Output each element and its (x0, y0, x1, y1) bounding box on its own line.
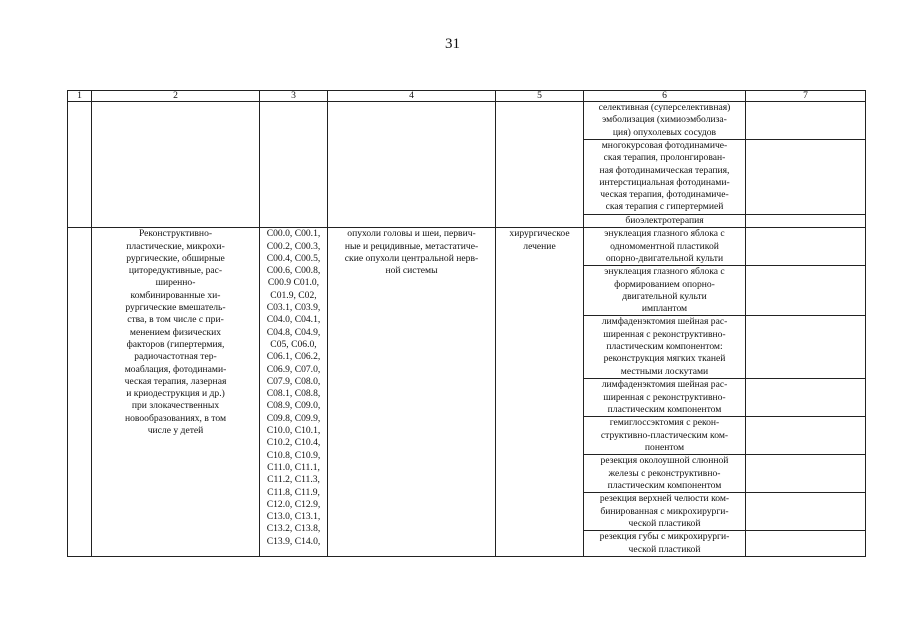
empty-cell (328, 102, 496, 228)
empty-cell (68, 228, 92, 557)
empty-cell (746, 266, 866, 316)
method-cell: резекция губы с микрохирурги- ческой пластикой (584, 531, 746, 557)
method-cell: энуклеация глазного яблока с формированием опорно- двигательной культи имплантом (584, 266, 746, 316)
empty-cell (496, 102, 584, 228)
method-cell: гемиглоссэктомия с рекон- структивно-пластическим ком- понентом (584, 417, 746, 455)
empty-cell (260, 102, 328, 228)
empty-cell (746, 140, 866, 215)
column-header: 7 (746, 91, 866, 102)
intervention-name-cell: Реконструктивно- пластические, микрохи- рургические, обширные циторедуктивные, рас- ширенно- комбинированные хи- рургические вмешатель- ства, в том числе с при- менением физических факторов (гипертермия, радиочастотная тер- моаблация, фотодинами- ческая терапия, лазерная и криодеструкция и др.) при злокачественных новообразованиях, в том числе у детей (92, 228, 260, 557)
empty-cell (746, 228, 866, 266)
table-row (68, 228, 866, 266)
empty-cell (746, 215, 866, 228)
table-row (68, 102, 866, 140)
column-header: 6 (584, 91, 746, 102)
empty-cell (746, 417, 866, 455)
empty-cell (746, 102, 866, 140)
patient-model-cell: опухоли головы и шеи, первич- ные и рецидивные, метастатиче- ские опухоли центральной нерв- ной системы (328, 228, 496, 557)
empty-cell (746, 316, 866, 379)
empty-cell (746, 455, 866, 493)
method-cell: энуклеация глазного яблока с одномоментной пластикой опорно-двигательной культи (584, 228, 746, 266)
empty-cell (746, 379, 866, 417)
column-number-row (68, 91, 866, 102)
method-cell: резекция околоушной слюнной железы с реконструктивно- пластическим компонентом (584, 455, 746, 493)
method-cell: биоэлектротерапия (584, 215, 746, 228)
column-header: 5 (496, 91, 584, 102)
method-cell: селективная (суперселективная) эмболизация (химиоэмболиза- ция) опухолевых сосудов (584, 102, 746, 140)
empty-cell (746, 493, 866, 531)
method-cell: лимфаденэктомия шейная рас- ширенная с реконструктивно- пластическим компонентом: реконструкция мягких тканей местными лоскутами (584, 316, 746, 379)
method-cell: лимфаденэктомия шейная рас- ширенная с реконструктивно- пластическим компонентом (584, 379, 746, 417)
empty-cell (68, 102, 92, 228)
column-header: 2 (92, 91, 260, 102)
treatment-type-cell: хирургическое лечение (496, 228, 584, 557)
column-header: 1 (68, 91, 92, 102)
method-cell: многокурсовая фотодинамиче- ская терапия, пролонгирован- ная фотодинамическая терапия, интерстициальная фотодинами- ческая терапия, фотодинамиче- ская терапия с гипертермией (584, 140, 746, 215)
medical-care-table (67, 90, 866, 557)
column-header: 3 (260, 91, 328, 102)
empty-cell (92, 102, 260, 228)
method-cell: резекция верхней челюсти ком- бинированная с микрохирурги- ческой пластикой (584, 493, 746, 531)
column-header: 4 (328, 91, 496, 102)
empty-cell (746, 531, 866, 557)
page-number: 31 (445, 36, 460, 52)
icd-codes-cell: C00.0, C00.1, C00.2, C00.3, C00.4, C00.5, C00.6, C00.8, C00.9 C01.0, C01.9, C02, C03.1, C03.9, C04.0, C04.1, C04.8, C04.9, C05, C06.0, C06.1, C06.2, C06.9, C07.0, C07.9, C08.0, C08.1, C08.8, C08.9, C09.0, C09.8, C09.9, C10.0, C10.1, C10.2, C10.4, C10.8, C10.9, C11.0, C11.1, C11.2, C11.3, C11.8, C11.9, C12.0, C12.9, C13.0, C13.1, C13.2, C13.8, C13.9, C14.0, (260, 228, 328, 557)
